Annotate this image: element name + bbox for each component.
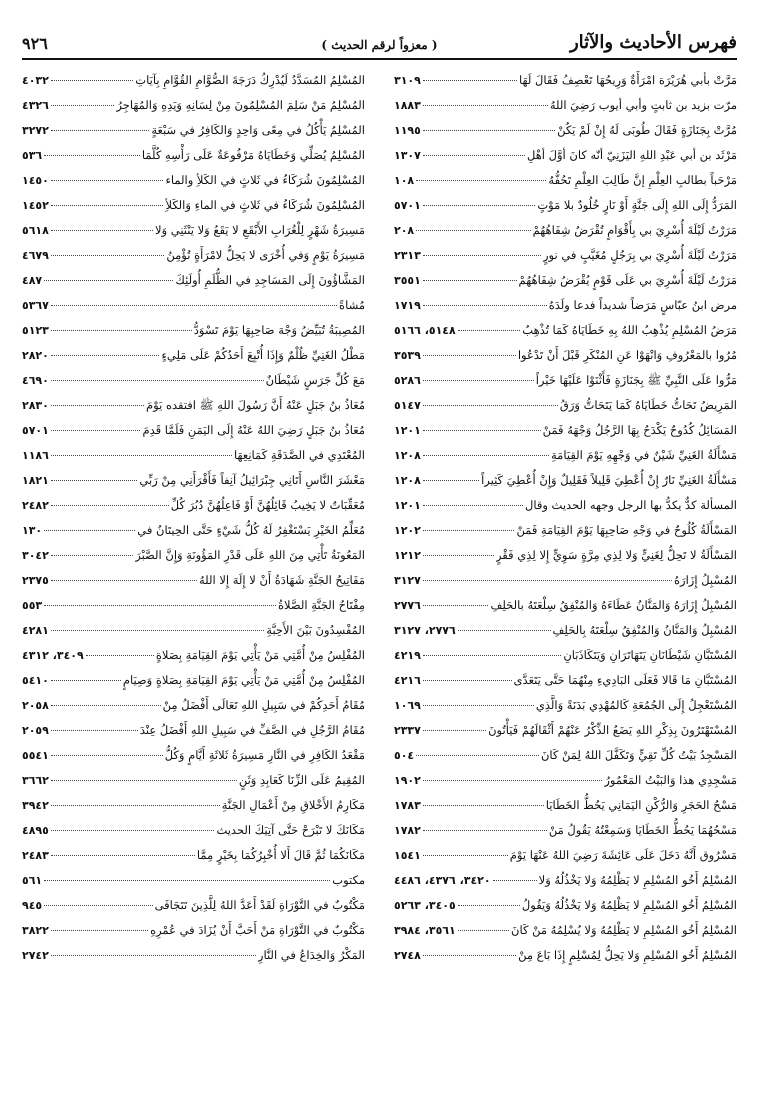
dot-leader [423,455,549,456]
hadith-text: مُشاةً [339,298,365,312]
hadith-text: المُسْتَبَّانِ شَيْطَانَانِ يَتَهَاتَرَانِ وَيَتَكَاذَبَانِ [563,648,737,662]
hadith-ref-number: ٢٧٧٦ [394,599,421,612]
hadith-text: مُعَقِّبَاتٌ لا يَخِيبُ قَائِلُهُنَّ أَوْ فَاعِلُهُنَّ دُبُرَ كُلِّ [170,498,365,512]
dot-leader [44,605,276,606]
hadith-text: مَسْأَلَةُ الغَنِيِّ شَيْنٌ في وَجْهِهِ يَوْمَ القِيَامَةِ [551,448,737,462]
dot-leader [423,405,558,406]
index-entry [22,893,365,918]
index-entry [22,568,365,593]
index-entry [22,143,365,168]
index-entry [22,793,365,818]
dot-leader [423,580,672,581]
dot-leader [44,155,140,156]
dot-leader [51,730,138,731]
index-entry [394,743,737,768]
hadith-text: مكتوب [332,873,365,887]
dot-leader [44,880,330,881]
hadith-ref-number: ١٤٥٠ [22,174,49,187]
dot-leader [51,955,256,956]
hadith-ref-number: ٤٠٣٢ [22,74,49,87]
index-entry [394,143,737,168]
hadith-ref-number: ١٢٠١ [394,424,421,437]
dot-leader [44,280,173,281]
index-entry [394,518,737,543]
hadith-ref-number: ١٢٠٢ [394,524,421,537]
index-entry [394,568,737,593]
hadith-ref-number: ٥١٢٣ [22,324,49,337]
hadith-ref-number: ١٨٨٣ [394,99,421,112]
hadith-text: المُسْلِمُ المُسَدَّدُ لَيُدْرِكُ دَرَجَةَ الصُّوَّامِ القُوَّامِ بِآيَاتِ [135,73,365,87]
hadith-ref-number: ٤٨٧ [22,274,43,287]
page-subtitle: ( معزواً لرقم الحديث ) [321,38,438,52]
hadith-text: المُسْبِلُ إِزَارَهُ [674,573,737,587]
hadith-ref-number: ٣٤٠٥، ٥٢٦٣ [394,899,456,912]
index-entry [394,493,737,518]
hadith-ref-number: ٤٦٩٠ [22,374,49,387]
dot-leader [423,355,516,356]
index-entry [22,68,365,93]
index-entry [22,718,365,743]
dot-leader [423,105,548,106]
dot-leader [423,655,561,656]
hadith-text: المُسْتَبَّانِ مَا قَالا فَعَلَى البَادِيءِ مِنْهُمَا حَتَّى يَتَعَدَّى [513,673,737,687]
hadith-text: مرض ابنُ عبّاسٍ مَرَضاً شديداً فدعا ولَدَهُ [548,298,737,312]
hadith-text: مُقَامُ الرَّجُلِ في الصَّفِّ في سَبِيلِ اللهِ أَفْضَلُ عِنْدَ [139,723,365,737]
hadith-text: مَكَارِمُ الأَخْلاقِ مِنْ أَعْمَالِ الجَنَّةِ [221,798,365,812]
dot-leader [423,830,547,831]
index-entry [22,668,365,693]
hadith-text: مُقَامُ أَحَدِكُمْ في سَبِيلِ اللهِ تَعَالَى أَفْضَلُ مِنْ [162,698,365,712]
hadith-ref-number: ٥١٤٨، ٥١٦٦ [394,324,456,337]
dot-leader [51,480,138,481]
hadith-text: مَرَرْتُ لَيْلَةَ أُسْرِيَ بي بِأَقْوَامٍ تُقْرَضُ شِفَاهُهُمْ [532,223,737,237]
hadith-ref-number: ١٢١٢ [394,549,421,562]
hadith-ref-number: ٥٠٤ [394,749,415,762]
hadith-ref-number: ١٧٨٣ [394,799,421,812]
index-entry [22,918,365,943]
dot-leader [423,130,555,131]
dot-leader [423,155,525,156]
index-entry [22,293,365,318]
hadith-ref-number: ٢٨٢٠ [22,349,49,362]
index-entry [22,518,365,543]
dot-leader [423,380,534,381]
hadith-ref-number: ٣٥٦١، ٣٩٨٤ [394,924,456,937]
dot-leader [423,480,479,481]
index-columns [22,68,737,1074]
hadith-text: المُسْلِمُونَ شُرَكَاءُ في ثَلاثٍ في الكَلأِ والماء [165,173,365,187]
hadith-text: مَطْلُ الغَنِيِّ ظُلْمٌ وَإِذَا أُتْبِعَ أَحَدُكُمْ عَلَى مَلِيءٍ [161,348,365,362]
index-entry [22,818,365,843]
hadith-text: مُعَلِّمُ الخَيْرِ يَسْتَغْفِرُ لَهُ كُلُّ شَيْءٍ حَتَّى الحِيتَانُ في [137,523,365,537]
index-entry [394,318,737,343]
hadith-text: مَكَانَكَ لا تَبْرَحْ حَتَّى آتِيَكَ الحديث [216,823,365,837]
index-entry [394,868,737,893]
hadith-ref-number: ٢٣٣٧ [394,724,421,737]
hadith-text: مَرَّتْ بأبي هُرَيْرَة امْرَأَةٌ وَرِيحُهَا تَعْصِفُ فَقَالَ لَهَا [519,73,737,87]
dot-leader [51,430,141,431]
hadith-text: مَرَرْتُ لَيْلَةَ أُسْرِيَ بي بِرَجُلٍ مُغَيَّبٍ في نورٍ [543,248,737,262]
hadith-text: المُسْلِمُ أَخُو المُسْلِمِ لا يَظْلِمُهُ وَلا يَخْذُلُهُ وَيَقُولُ [521,898,737,912]
hadith-ref-number: ٥١٤٧ [394,399,421,412]
hadith-ref-number: ٢٤٨٣ [22,849,49,862]
hadith-ref-number: ٢٠٥٩ [22,724,49,737]
hadith-ref-number: ٤٣٢٦ [22,99,49,112]
dot-leader [423,855,508,856]
hadith-text: مَسْأَلَةُ الغَنِيِّ نَارٌ إِنْ أُعْطِيَ قَلِيلاً فَقَلِيلٌ وَإِنْ أُعْطِيَ كَثِيراً [481,473,737,487]
index-entry [394,168,737,193]
index-entry [22,368,365,393]
index-entry [22,743,365,768]
hadith-text: المُسْلِمُ يَأْكُلُ في مِعًى وَاحِدٍ وَالكَافِرُ في سَبْعَةٍ [151,123,365,137]
dot-leader [51,80,133,81]
hadith-text: مَكْتُوبٌ في التَّوْرَاةِ لَقَدْ أَعَدَّ اللهُ لِلَّذِينَ تَتَجَافَى [154,898,365,912]
dot-leader [458,630,551,631]
index-entry [394,218,737,243]
dot-leader [51,705,161,706]
index-entry [22,393,365,418]
dot-leader [51,505,169,506]
index-entry [394,818,737,843]
index-entry [394,418,737,443]
hadith-ref-number: ١٤٥٢ [22,199,49,212]
dot-leader [51,555,133,556]
dot-leader [423,705,534,706]
dot-leader [423,530,515,531]
dot-leader [51,405,144,406]
hadith-text: المُسْلِمُ مَنْ سَلِمَ المُسْلِمُونَ مِنْ لِسَانِهِ وَيَدِهِ وَالمُهَاجِرُ [116,98,365,112]
hadith-text: المَسَائِلُ كُدُوحٌ يَكْدَحُ بِهَا الرَّجُلُ وَجْهَهُ فَمَنْ [542,423,737,437]
hadith-text: المُفْلِسُ مِنْ أُمَّتِي مَنْ يَأْتِي يَوْمَ القِيَامَةِ بِصَلاةٍ [155,648,365,662]
hadith-ref-number: ٥٦١ [22,874,43,887]
index-entry [394,618,737,643]
hadith-ref-number: ١٢٠٨ [394,449,421,462]
hadith-ref-number: ٥٤١٠ [22,674,49,687]
index-entry [394,593,737,618]
hadith-text: مَرَرْتُ لَيْلَةَ أُسْرِيَ بي عَلَى قَوْمٍ يُقْرَضُ شِفَاهُهُمْ [518,273,737,287]
hadith-text: مَرْثَد بن أبي عَبْدِ اللهِ اليَزَنِيّ أنّه كانَ أوَّلَ أهْلِ [527,148,737,162]
index-entry [22,768,365,793]
dot-leader [423,505,523,506]
hadith-ref-number: ١٢٠١ [394,499,421,512]
hadith-text: مِفْتَاحُ الجَنَّةِ الصَّلاةُ [277,598,365,612]
hadith-text: المَرِيضُ تَحَاتُّ خَطَايَاهُ كَمَا يَتَحَاتُّ وَرَقُ [559,398,737,412]
index-entry [22,343,365,368]
dot-leader [493,880,537,881]
hadith-ref-number: ٩٤٥ [22,899,43,912]
hadith-text: مُعَاذُ بنُ جَبَلٍ رَضِيَ اللهُ عَنْهُ إِلَى اليَمَنِ فَلَمَّا قَدِمَ [142,423,365,437]
page-number: ٩٢٦ [22,34,48,53]
index-entry [394,693,737,718]
hadith-text: مَسْرُوق أَنَّهُ دَخَلَ عَلَى عَائِشَةَ رَضِيَ اللهُ عَنْهَا يَوْمَ [509,848,737,862]
index-entry [394,293,737,318]
index-entry [22,468,365,493]
dot-leader [86,655,154,656]
index-entry [22,868,365,893]
index-entry [394,268,737,293]
hadith-ref-number: ٣٩٤٢ [22,799,49,812]
index-entry [394,443,737,468]
hadith-ref-number: ١١٩٥ [394,124,421,137]
dot-leader [423,430,541,431]
dot-leader [458,930,509,931]
hadith-ref-number: ٢٧٤٨ [394,949,421,962]
index-entry [22,268,365,293]
dot-leader [51,105,115,106]
header-rule [22,58,737,60]
hadith-ref-number: ٢٧٧٦، ٣١٢٧ [394,624,456,637]
hadith-ref-number: ٤٨٩٥ [22,824,49,837]
dot-leader [51,930,148,931]
index-entry [22,318,365,343]
hadith-ref-number: ١٣٠٧ [394,149,421,162]
index-entry [394,93,737,118]
hadith-text: المُصِيبَةُ تُبَيِّضُ وَجْهَ صَاحِبِهَا يَوْمَ تَسْوَدُّ [193,323,365,337]
right-column [394,68,737,968]
dot-leader [51,780,237,781]
hadith-text: مَرَضُ المُسْلِمِ يُذْهِبُ اللهُ بِهِ خَطَايَاهُ كَمَا تُذْهِبُ [522,323,737,337]
hadith-text: المَرَدُّ إِلَى اللهِ إِلَى جَنَّةٍ أَوْ نَارٍ خُلُودٌ بلا مَوْتٍ [537,198,737,212]
dot-leader [51,205,164,206]
hadith-ref-number: ٥٥٣ [22,599,43,612]
dot-leader [416,755,539,756]
index-entry [22,93,365,118]
index-entry [22,218,365,243]
hadith-text: المُفْسِدُونَ بَيْنَ الأَحِبَّةِ [266,623,365,637]
hadith-text: المسألة كدٌّ يكدُّ بها الرجل وجهه الحديث وقال [524,498,737,512]
index-entry [394,843,737,868]
hadith-text: مَسْحُهُمَا يَحُطُّ الخَطَايَا وَسَمِعْتُهُ يَقُولُ مَنْ [548,823,737,837]
hadith-text: مَرُّوا عَلَى النَّبِيِّ ﷺ بِجَنَازَةٍ فَأَثْنَوْا عَلَيْهَا خَيْراً [535,373,737,387]
hadith-text: المُسْلِمُ أَخُو المُسْلِمِ وَلا يَحِلُّ لِمُسْلِمٍ إِذَا بَاعَ مِنْ [518,948,737,962]
index-entry [22,118,365,143]
dot-leader [458,330,521,331]
index-entry [394,193,737,218]
index-entry [394,918,737,943]
index-entry [22,593,365,618]
dot-leader [423,780,602,781]
page-title: فهرس الأحاديث والآثار [569,32,737,53]
index-entry [394,543,737,568]
hadith-text: المُعْتَدِي في الصَّدَقَةِ كَمَانِعِهَا [233,448,365,462]
index-entry [394,343,737,368]
index-entry [22,193,365,218]
hadith-text: مَسِيرَةُ يَوْمٍ وَفي أُخْرَى لا يَحِلُّ لامْرَأَةٍ تُؤْمِنُ [166,248,365,262]
hadith-text: المَسْأَلَةُ لا تَحِلُّ لِغَنِيٍّ وَلا لِذِي مِرَّةٍ سَوِيٍّ إِلا لِذِي فَقْرٍ [495,548,737,562]
dot-leader [423,280,517,281]
hadith-ref-number: ١١٨٦ [22,449,49,462]
hadith-ref-number: ٥٢٨٦ [394,374,421,387]
hadith-ref-number: ١٩٠٢ [394,774,421,787]
dot-leader [423,205,535,206]
hadith-ref-number: ٢٧٤٢ [22,949,49,962]
dot-leader [51,330,192,331]
index-entry [394,243,737,268]
dot-leader [51,580,197,581]
index-entry [394,793,737,818]
index-entry [22,543,365,568]
hadith-text: مَسِيرَةُ شَهْرٍ لِلْغُرَابِ الأَبْقَعِ لا يَقَعُ وَلا يَنْثَنِي وَلا [154,223,365,237]
hadith-ref-number: ٣١٠٩ [394,74,421,87]
hadith-text: مَكَانَكُمَا ثُمَّ قَالَ أَلا أُخْبِرُكُمَا بِخَيْرٍ مِمَّا [196,848,365,862]
left-column [22,68,365,968]
dot-leader [51,680,121,681]
hadith-text: المَشَّاؤُونَ إِلَى المَسَاجِدِ في الظُّلَمِ أُولَئِكَ [175,273,365,287]
hadith-ref-number: ٣٠٤٢ [22,549,49,562]
hadith-ref-number: ٣٢٧٢ [22,124,49,137]
hadith-ref-number: ٣٤٢٠، ٤٣٧٦، ٤٤٨٦ [394,874,491,887]
hadith-ref-number: ٣٨٢٢ [22,924,49,937]
dot-leader [423,680,512,681]
dot-leader [51,255,165,256]
hadith-text: مَرْحَباً بطالبِ العِلْمِ إنَّ طَالِبَ العِلْمِ تَحُفُّهُ [548,173,737,187]
hadith-text: المَسْجِدُ بَيْتُ كُلِّ تَقِيٍّ وَتَكَفَّلَ اللهُ لِمَنْ كَانَ [540,748,737,762]
dot-leader [423,555,494,556]
dot-leader [51,805,220,806]
dot-leader [51,755,163,756]
hadith-text: مَعَ كُلِّ جَرَسٍ شَيْطَانٌ [265,373,365,387]
hadith-text: المُسْبِلُ إِزَارَهُ وَالمَنَّانُ عَطَاءَهُ وَالمُنْفِقُ سِلْعَتَهُ بالحَلِفِ [490,598,737,612]
hadith-ref-number: ٢٣١٣ [394,249,421,262]
index-entry [394,768,737,793]
hadith-ref-number: ١٥٤١ [394,849,421,862]
hadith-ref-number: ٣٦٦٢ [22,774,49,787]
hadith-ref-number: ١٠٨ [394,174,415,187]
hadith-text: المُسْلِمُونَ شُرَكَاءُ في ثَلاثٍ في الماءِ وَالكَلأِ [165,198,365,212]
index-entry [394,893,737,918]
dot-leader [51,130,149,131]
hadith-text: المُسْبِلُ وَالمَنَّانُ وَالمُنْفِقُ سِلْعَتَهُ بِالحَلِفِ [552,623,737,637]
index-entry [22,943,365,968]
hadith-ref-number: ٢٨٣٠ [22,399,49,412]
hadith-ref-number: ٥٣٦٧ [22,299,49,312]
hadith-text: مُرُوا بالمَعْرُوفِ وَانْهَوْا عَنِ المُنْكَرِ قَبْلَ أَنْ تَدْعُوا [517,348,737,362]
index-entry [394,943,737,968]
dot-leader [51,380,264,381]
dot-leader [423,255,541,256]
hadith-text: المُقِيمُ عَلَى الزِّنَا كَعَابِدِ وَثَنٍ [238,773,365,787]
hadith-text: المُسْتَعْجِلُ إِلَى الجُمُعَةِ كَالمُهْدِي بَدَنَةً وَالَّذِي [535,698,737,712]
index-entry [22,618,365,643]
index-entry [394,368,737,393]
index-entry [22,843,365,868]
hadith-text: المُسْلِمُ يُصَلِّي وَخَطَايَاهُ مَرْفُوعَةٌ عَلَى رَأْسِهِ كُلَّمَا [141,148,365,162]
hadith-ref-number: ١٧١٩ [394,299,421,312]
index-entry [22,443,365,468]
index-entry [22,168,365,193]
hadith-ref-number: ٥٦١٨ [22,224,49,237]
index-entry [394,643,737,668]
hadith-ref-number: ٤٦٧٩ [22,249,49,262]
index-entry [394,718,737,743]
dot-leader [51,630,264,631]
index-entry [394,468,737,493]
hadith-ref-number: ٤٢٨١ [22,624,49,637]
hadith-ref-number: ١٢٠٨ [394,474,421,487]
hadith-ref-number: ١٠٦٩ [394,699,421,712]
hadith-ref-number: ٤٢١٦ [394,674,421,687]
hadith-ref-number: ٤٢١٩ [394,649,421,662]
hadith-ref-number: ٣٥٥١ [394,274,421,287]
index-entry [22,493,365,518]
hadith-ref-number: ٢٤٨٢ [22,499,49,512]
hadith-ref-number: ٢٠٨ [394,224,415,237]
hadith-text: مَقْعَدُ الكَافِرِ في النَّارِ مَسِيرَةُ ثَلاثَةِ أَيَّامٍ وَكُلُّ [164,748,365,762]
dot-leader [51,855,195,856]
dot-leader [51,355,160,356]
hadith-ref-number: ١٧٨٢ [394,824,421,837]
index-entry [22,693,365,718]
hadith-text: المَعُونَةُ تَأْتِي مِنَ اللهِ عَلَى قَدْرِ المَؤُونَةِ وَإِنَّ الصَّبْرَ [135,548,365,562]
dot-leader [416,230,530,231]
hadith-text: مَسْجِدِي هذا وَالبَيْتُ المَعْمُورُ [604,773,737,787]
index-entry [394,118,737,143]
dot-leader [51,830,215,831]
index-entry [22,418,365,443]
hadith-ref-number: ٣٤٠٩، ٤٣١٢ [22,649,84,662]
index-page [22,14,737,1074]
hadith-ref-number: ٣٥٣٩ [394,349,421,362]
dot-leader [423,730,486,731]
hadith-text: مَسْحُ الحَجَرِ وَالرُّكْنِ اليَمَانِي يَحُطُّ الخَطَايَا [545,798,737,812]
dot-leader [423,605,489,606]
dot-leader [44,905,152,906]
hadith-text: المَكْرُ وَالخِدَاعُ في النَّارِ [257,948,365,962]
hadith-text: مُعَاذُ بنُ جَبَلٍ عَنْهُ أَنَّ رَسُولَ اللهِ ﷺ افتقده يَوْمَ [146,398,365,412]
page-header [22,14,737,52]
hadith-text: مَكْتُوبٌ في التَّوْرَاةِ مَنْ أَحَبَّ أَنْ يُزَادَ في عُمْرِهِ [150,923,365,937]
hadith-text: المُسْلِمُ أَخُو المُسْلِمِ لا يَظْلِمُهُ وَلا يُسْلِمُهُ مَنْ كَانَ [511,923,737,937]
hadith-ref-number: ٣١٢٧ [394,574,421,587]
hadith-text: مرّت بزيد بن ثابتٍ وأبي أيوب رَضِيَ اللهُ [549,98,737,112]
index-entry [22,643,365,668]
hadith-ref-number: ١٣٠ [22,524,43,537]
dot-leader [416,180,546,181]
dot-leader [423,955,516,956]
dot-leader [423,305,547,306]
index-entry [394,393,737,418]
hadith-ref-number: ٢٣٧٥ [22,574,49,587]
dot-leader [423,80,517,81]
index-entry [22,243,365,268]
index-entry [394,68,737,93]
dot-leader [51,455,232,456]
hadith-text: مَفَاتِيحُ الجَنَّةِ شَهَادَةُ أَنْ لا إِلَهَ إِلا اللهُ [199,573,365,587]
hadith-text: المَسْأَلَةُ كُلُوحٌ في وَجْهِ صَاحِبِهَا يَوْمَ القِيَامَةِ فَمَنْ [516,523,737,537]
dot-leader [51,180,164,181]
hadith-ref-number: ٥٣٦ [22,149,43,162]
hadith-ref-number: ٥٧٠١ [394,199,421,212]
hadith-ref-number: ٥٧٠١ [22,424,49,437]
hadith-text: المُسْلِمُ أَخُو المُسْلِمِ لا يَظْلِمُهُ وَلا يَخْذُلُهُ وَلا [538,873,737,887]
dot-leader [51,230,153,231]
dot-leader [458,905,520,906]
dot-leader [44,530,135,531]
hadith-text: مَعْشَرَ النَّاسِ أَتَانِي جِبْرَائِيلُ آنِفاً فَأَقْرَأَنِي مِنْ رَبِّي [139,473,365,487]
index-entry [394,668,737,693]
hadith-text: المُسْتَهْتَرُونَ بِذِكْرِ اللهِ يَضَعُ الذِّكْرُ عَنْهُمْ أَثْقَالَهُمْ فَيَأْتُونَ [488,723,737,737]
dot-leader [51,305,337,306]
dot-leader [423,805,544,806]
hadith-ref-number: ١٨٢١ [22,474,49,487]
hadith-text: مُرَّتْ بِجَنَازَةٍ فَقَالَ طُوبَى لَهُ إِنْ لَمْ يَكُنْ [557,123,737,137]
hadith-text: المُفْلِسُ مِنْ أُمَّتِي مَنْ يَأْتِي يَوْمَ القِيَامَةِ بِصَلاةٍ وَصِيَامٍ [122,673,365,687]
hadith-ref-number: ٥٥٤١ [22,749,49,762]
hadith-ref-number: ٢٠٥٨ [22,699,49,712]
